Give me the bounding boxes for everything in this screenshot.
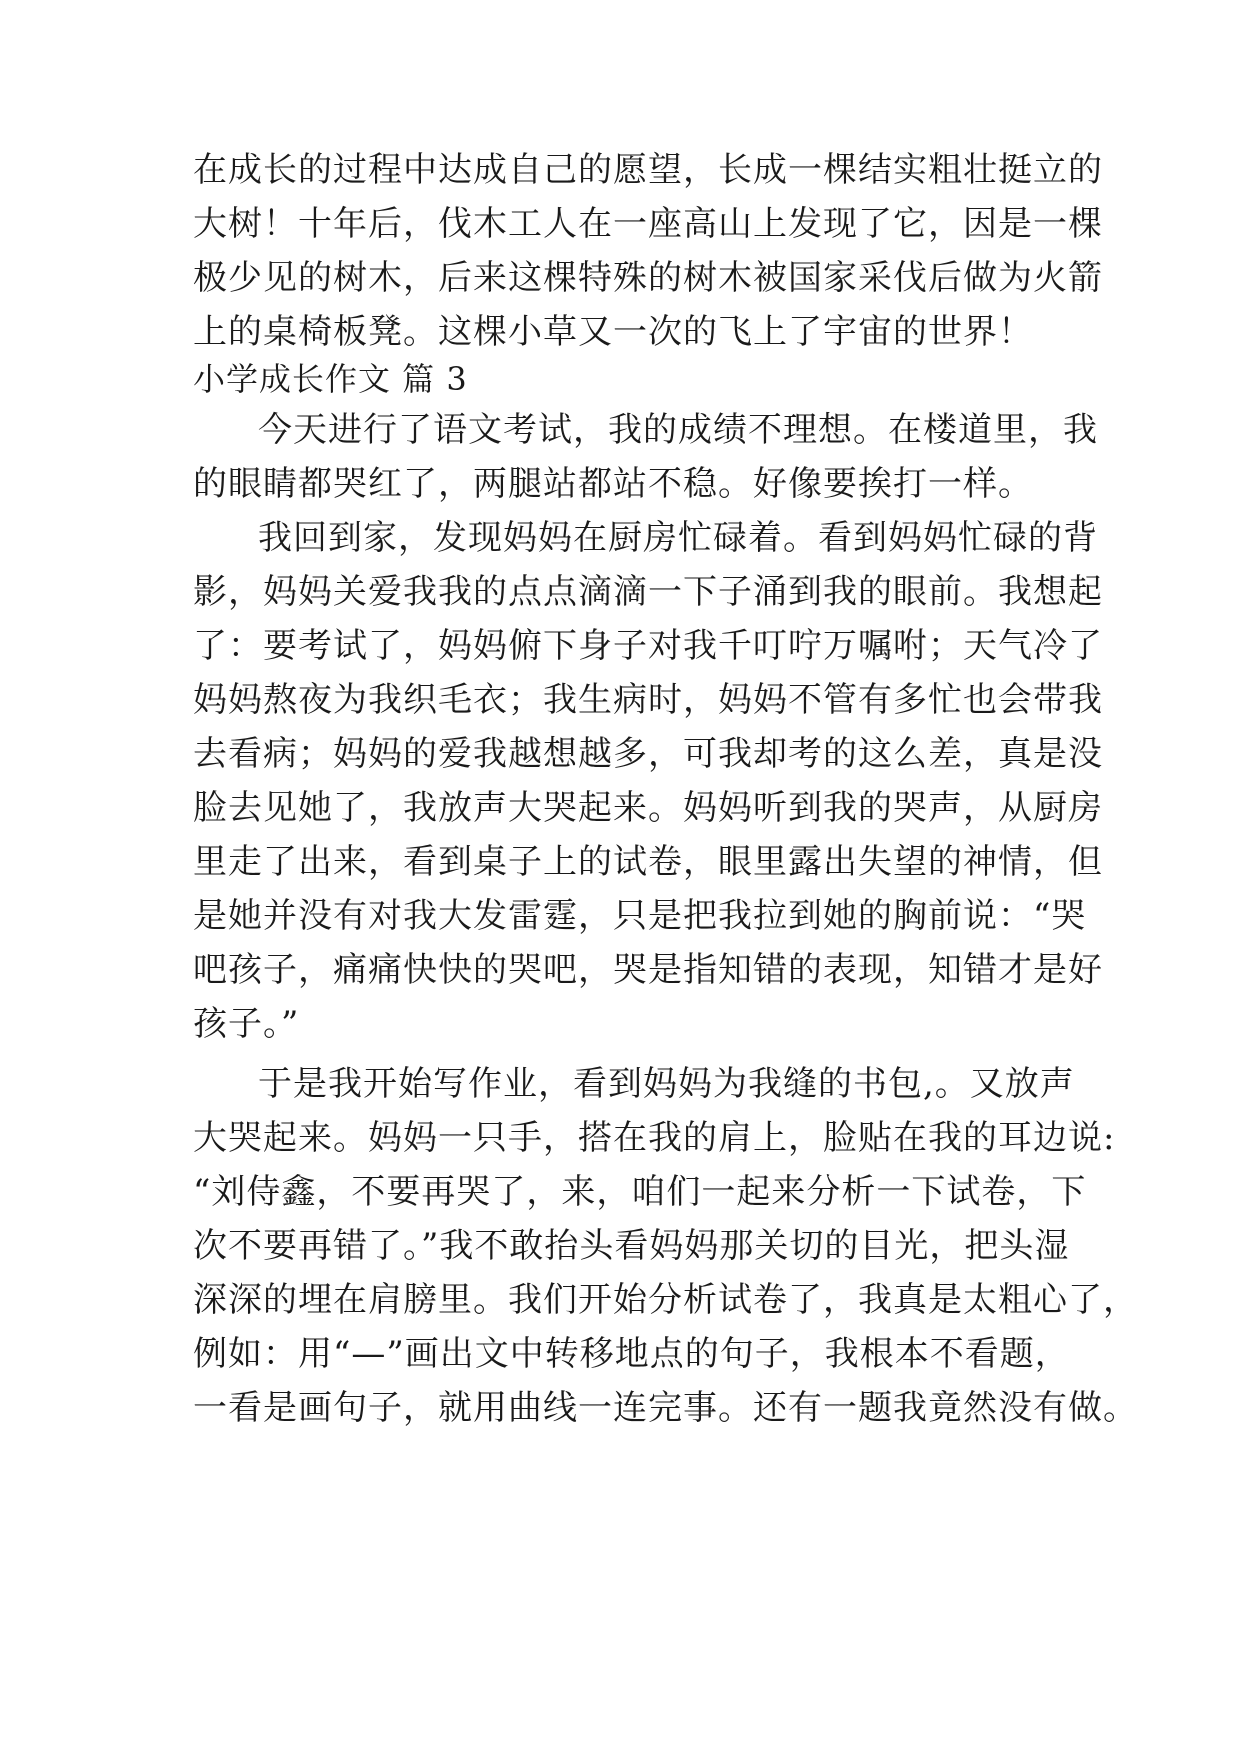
text-line: 影，妈妈关爱我我的点点滴滴一下子涌到我的眼前。我想起 <box>193 572 1103 612</box>
text-line: 去看病；妈妈的爱我越想越多，可我却考的这么差，真是没 <box>193 734 1103 774</box>
text-line: 深深的埋在肩膀里。我们开始分析试卷了，我真是太粗心了， <box>193 1280 1138 1320</box>
text-line: 是她并没有对我大发雷霆，只是把我拉到她的胸前说：“哭 <box>193 896 1087 936</box>
text-line: 次不要再错了。”我不敢抬头看妈妈那关切的目光，把头湿 <box>193 1226 1070 1266</box>
text-line: 大哭起来。妈妈一只手，搭在我的肩上，脸贴在我的耳边说: <box>193 1118 1116 1158</box>
text-line: “刘侍鑫，不要再哭了，来，咱们一起来分析一下试卷，下 <box>193 1172 1087 1212</box>
text-line: 妈妈熬夜为我织毛衣；我生病时，妈妈不管有多忙也会带我 <box>193 680 1103 720</box>
text-line: 例如：用“—”画出文中转移地点的句子，我根本不看题， <box>193 1334 1070 1374</box>
text-line: 脸去见她了，我放声大哭起来。妈妈听到我的哭声，从厨房 <box>193 788 1103 828</box>
text-line: 里走了出来，看到桌子上的试卷，眼里露出失望的神情，但 <box>193 842 1103 882</box>
paragraph-first-line: 我回到家，发现妈妈在厨房忙碌着。看到妈妈忙碌的背 <box>258 518 1098 558</box>
section-heading: 小学成长作文 篇 3 <box>193 360 468 398</box>
text-line: 孩子。” <box>193 1004 300 1044</box>
text-line: 在成长的过程中达成自己的愿望，长成一棵结实粗壮挺立的 <box>193 150 1103 190</box>
text-line: 吧孩子，痛痛快快的哭吧，哭是指知错的表现，知错才是好 <box>193 950 1103 990</box>
text-line: 大树！十年后，伐木工人在一座高山上发现了它，因是一棵 <box>193 204 1103 244</box>
text-line: 上的桌椅板凳。这棵小草又一次的飞上了宇宙的世界！ <box>193 312 1033 352</box>
text-line: 的眼睛都哭红了，两腿站都站不稳。好像要挨打一样。 <box>193 464 1033 504</box>
text-line: 极少见的树木，后来这棵特殊的树木被国家采伐后做为火箭 <box>193 258 1103 298</box>
text-line: 了：要考试了，妈妈俯下身子对我千叮咛万嘱咐；天气冷了 <box>193 626 1103 666</box>
paragraph-first-line: 于是我开始写作业，看到妈妈为我缝的书包,。又放声 <box>258 1064 1075 1104</box>
paragraph-first-line: 今天进行了语文考试，我的成绩不理想。在楼道里，我 <box>258 410 1098 450</box>
text-line: 一看是画句子，就用曲线一连完事。还有一题我竟然没有做。 <box>193 1388 1138 1428</box>
